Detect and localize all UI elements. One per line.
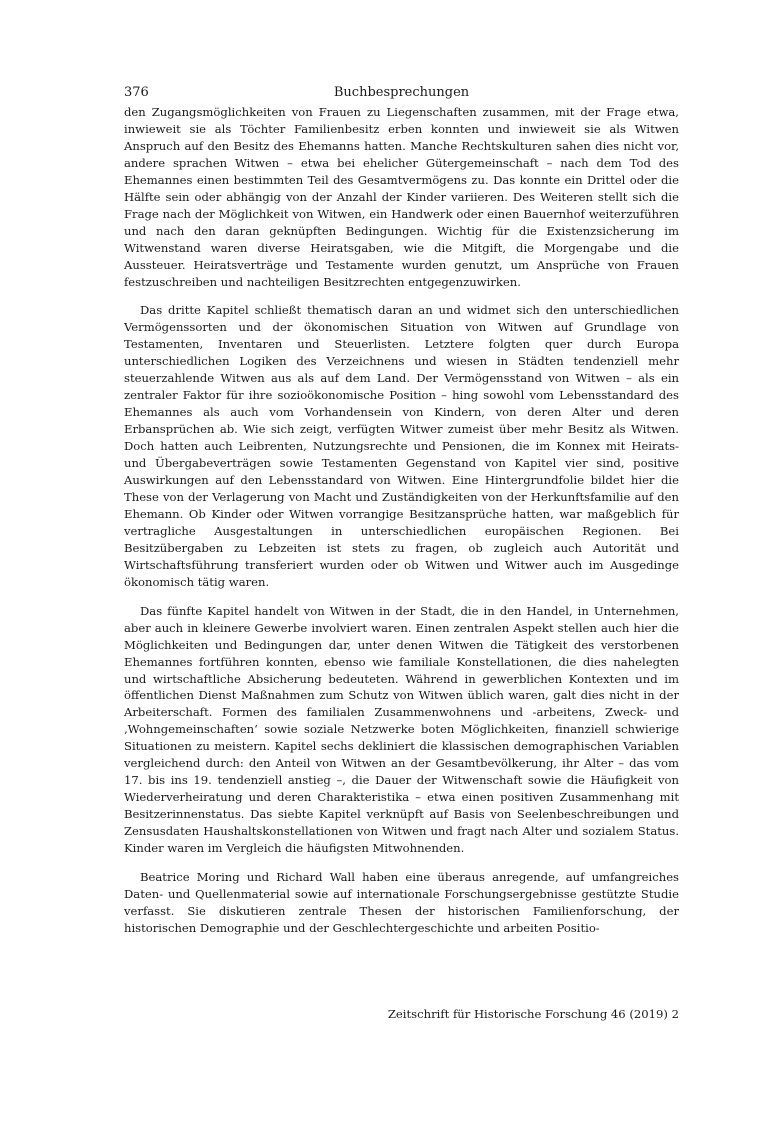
- page-number: 376: [124, 85, 149, 100]
- paragraph-1: den Zugangsmöglichkeiten von Frauen zu Liegenschaften zusammen, mit der Frage etwa, inwieweit sie als Töchter Familienbesitz erben konnten und inwieweit sie als Witwen Anspruch auf den Besitz des Ehemanns hatten. Manche Rechtskulturen sahen dies nicht vor, andere sprachen Witwen – etwa bei ehelicher Gütergemeinschaft – nach dem Tod des Ehemannes einen bestimmten Teil des Gesamtvermögens zu. Das konnte ein Drittel oder die Hälfte sein oder abhängig von der Anzahl der Kinder variieren. Des Weiteren stellt sich die Frage nach der Möglichkeit von Witwen, ein Handwerk oder einen Bauernhof weiterzuführen und nach den daran geknüpften Bedingungen. Wichtig für die Existenzsicherung im Witwenstand waren diverse Heiratsgaben, wie die Mitgift, die Morgengabe und die Aussteuer. Heiratsverträge und Testamente wurden genutzt, um Ansprüche von Frauen festzuschreiben und nachteiligen Besitzrechten entgegenzuwirken.: [124, 105, 679, 289]
- body-text: [124, 104, 679, 937]
- section-title: Buchbesprechungen: [333, 85, 470, 100]
- paragraph-3: Das fünfte Kapitel handelt von Witwen in der Stadt, die in den Handel, in Unternehmen, aber auch in kleinere Gewerbe involviert waren. Einen zentralen Aspekt stellen auch hier die Möglichkeiten und Bedingungen dar, unter denen Witwen die Tätigkeit des verstorbenen Ehemannes fortführen konnten, ebenso wie familiale Konstellationen, die dies nahelegten und wirtschaftliche Absicherung bedeuteten. Während in gewerblichen Kontexten und im öffentlichen Dienst Maßnahmen zum Schutz von Witwen üblich waren, galt dies nicht in der Arbeiterschaft. Formen des familialen Zusammenwohnens und -arbeitens, Zweck- und ‚Wohngemeinschaften‘ sowie soziale Netzwerke boten Möglichkeiten, finanziell schwierige Situationen zu meistern. Kapitel sechs dekliniert die klassischen demographischen Variablen vergleichend durch: den Anteil von Witwen an der Gesamtbevölkerung, ihr Alter – das vom 17. bis ins 19. tendenziell anstieg –, die Dauer der Witwenschaft sowie die Häufigkeit von Wiederverheiratung und deren Charakteristika – etwa einen positiven Zusammenhang mit Besitzerinnenstatus. Das siebte Kapitel verknüpft auf Basis von Seelenbeschreibungen und Zensusdaten Haushaltskonstellationen von Witwen und fragt nach Alter und sozialem Status. Kinder waren im Vergleich die häufigsten Mitwohnenden.: [124, 603, 679, 856]
- running-head: [124, 84, 679, 102]
- paragraph-4: Beatrice Moring und Richard Wall haben eine überaus anregende, auf umfangreiches Daten- und Quellenmaterial sowie auf internationale Forschungsergebnisse gestützte Studie verfasst. Sie diskutieren zentrale Thesen der historischen Familienforschung, der historischen Demographie und der Geschlechtergeschichte und arbeiten Positio-: [124, 869, 679, 935]
- journal-footer: Zeitschrift für Historische Forschung 46 (2019) 2: [387, 1007, 679, 1021]
- paragraph-2: Das dritte Kapitel schließt thematisch daran an und widmet sich den unterschiedlichen Vermögenssorten und der ökonomischen Situation von Witwen auf Grundlage von Testamenten, Inventaren und Steuerlisten. Letztere folgten quer durch Europa unterschiedlichen Logiken des Verzeichnens und wiesen in Städten tendenziell mehr steuerzahlende Witwen aus als auf dem Land. Der Vermögensstand von Witwen – als ein zentraler Faktor für ihre sozioökonomische Position – hing sowohl vom Lebensstandard des Ehemannes als auch vom Vorhandensein von Kindern, von deren Alter und deren Erbansprüchen ab. Wie sich zeigt, verfügten Witwer zumeist über mehr Besitz als Witwen. Doch hatten auch Leibrenten, Nutzungsrechte und Pensionen, die im Konnex mit Heirats- und Übergabeverträgen sowie Testamenten Gegenstand von Kapitel vier sind, positive Auswirkungen auf den Lebensstandard von Witwen. Eine Hintergrundfolie bildet hier die These von der Verlagerung von Macht und Zuständigkeiten von der Herkunftsfamilie auf den Ehemann. Ob Kinder oder Witwen vorrangige Besitzansprüche hatten, war maßgeblich für vertragliche Ausgestaltungen in unterschiedlichen europäischen Regionen. Bei Besitzübergaben zu Lebzeiten ist stets zu fragen, ob zugleich auch Autorität und Wirtschaftsführung transferiert wurden oder ob Witwen und Witwer auch im Ausgedinge ökonomisch tätig waren.: [124, 303, 679, 589]
- page: [124, 84, 679, 949]
